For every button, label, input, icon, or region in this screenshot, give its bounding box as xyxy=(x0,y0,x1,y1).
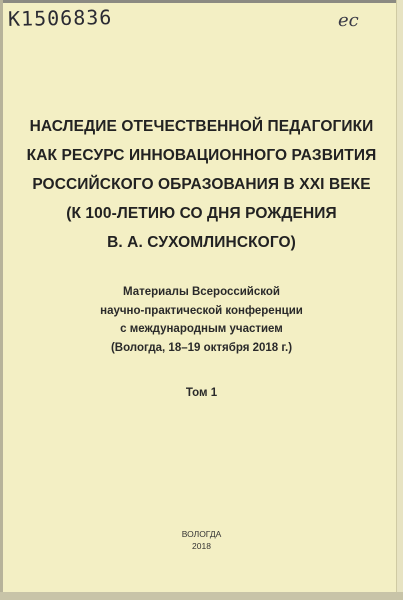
volume-label: Том 1 xyxy=(185,387,218,399)
scan-edge-right xyxy=(396,0,403,600)
imprint xyxy=(14,528,389,552)
title-line: НАСЛЕДИЕ ОТЕЧЕСТВЕННОЙ ПЕДАГОГИКИ xyxy=(29,118,374,135)
scan-edge-top xyxy=(0,0,403,3)
subtitle-line: научно-практической конференции xyxy=(100,304,303,317)
subtitle-line: (Вологда, 18–19 октября 2018 г.) xyxy=(110,341,293,354)
title-line: РОССИЙСКОГО ОБРАЗОВАНИЯ В XXI ВЕКЕ xyxy=(32,176,371,193)
scan-edge-left xyxy=(0,0,3,600)
title-line: (К 100-ЛЕТИЮ СО ДНЯ РОЖДЕНИЯ xyxy=(66,205,337,222)
title-line: В. А. СУХОМЛИНСКОГО) xyxy=(107,234,296,251)
imprint-year: 2018 xyxy=(192,541,211,551)
subtitle-line: Материалы Всероссийской xyxy=(123,286,280,298)
scan-edge-bottom xyxy=(0,592,403,600)
inventory-number: K1506836 xyxy=(7,5,113,31)
subtitle-line: с международным участием xyxy=(120,323,283,335)
book-title xyxy=(14,112,389,257)
handwritten-initials: ec xyxy=(338,10,359,31)
title-line: КАК РЕСУРС ИННОВАЦИОННОГО РАЗВИТИЯ xyxy=(26,147,377,164)
imprint-city: ВОЛОГДА xyxy=(181,529,222,539)
conference-subtitle xyxy=(14,283,389,357)
